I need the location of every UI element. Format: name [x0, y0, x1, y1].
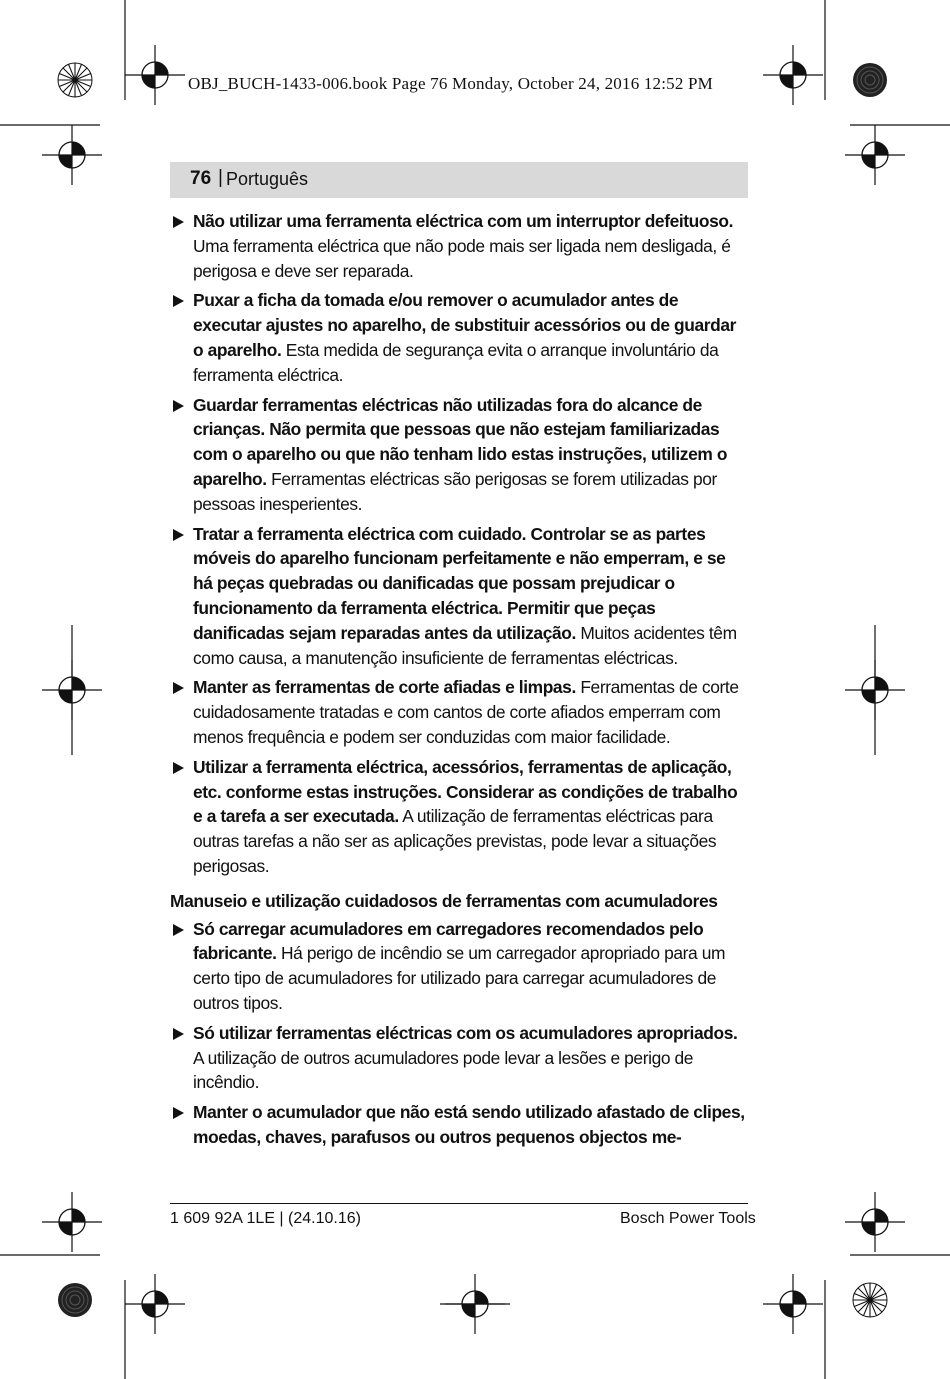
- item-bold-text: Guardar ferramentas eléctricas não utilizadas fora do alcance de crianças. Não permita que pessoas que não estejam familiarizadas com o aparelho ou que não tenham lido estas instruções, utilizem o aparelho.: [193, 394, 728, 489]
- item-text: Ferramentas eléctricas são perigosas se forem utilizadas por pessoas inesperientes.: [193, 468, 717, 514]
- list-item: [170, 917, 748, 1016]
- bullet-triangle-icon: [173, 295, 184, 307]
- page-number: 76: [190, 168, 212, 189]
- list-item: [170, 522, 748, 671]
- bullet-triangle-icon: [173, 924, 184, 936]
- header-language: Português: [226, 169, 309, 189]
- header-separator: |: [218, 167, 223, 188]
- list-item: [170, 209, 748, 283]
- list-item: [170, 393, 748, 517]
- item-text: Ferramentas de corte cuidadosamente tratadas e com cantos de corte afiados emperram com menos frequência e podem ser conduzidas com maior facilidade.: [193, 677, 739, 747]
- item-bold-text: Utilizar a ferramenta eléctrica, acessórios, ferramentas de aplicação, etc. conforme estas instruções. Considerar as condições de trabalho e a tarefa a ser executada.: [193, 756, 738, 827]
- item-text: Uma ferramenta eléctrica que não pode mais ser ligada nem desligada, é perigosa e deve ser reparada.: [193, 235, 731, 281]
- page-content: [170, 209, 748, 1155]
- bullet-triangle-icon: [173, 529, 184, 541]
- footer-brand: Bosch Power Tools: [620, 1210, 756, 1227]
- item-text: A utilização de outros acumuladores pode levar a lesões e perigo de incêndio.: [193, 1047, 694, 1093]
- item-bold-text: Puxar a ficha da tomada e/ou remover o acumulador antes de executar ajustes no aparelho, de substituir acessórios ou de guardar o aparelho.: [193, 290, 737, 360]
- item-bold-text: Tratar a ferramenta eléctrica com cuidado. Controlar se as partes móveis do aparelho funcionam perfeitamente e não emperram, e se há peças quebradas ou danificadas que possam prejudicar o funcionamento da ferramenta eléctrica. Permitir que peças danificadas sejam reparadas antes da utilização.: [193, 523, 726, 643]
- bullet-triangle-icon: [173, 1028, 184, 1040]
- list-item: [170, 1100, 748, 1150]
- item-text: A utilização de ferramentas eléctricas para outras tarefas a não ser as aplicações previstas, pode levar a situações perigosas.: [193, 806, 717, 876]
- bullet-triangle-icon: [173, 762, 184, 774]
- item-bold-text: Só carregar acumuladores em carregadores recomendados pelo fabricante.: [193, 918, 704, 964]
- item-text: Esta medida de segurança evita o arranque involuntário da ferramenta eléctrica.: [193, 339, 719, 385]
- bullet-triangle-icon: [173, 216, 184, 228]
- list-item: [170, 1021, 748, 1095]
- footer-doc-code: 1 609 92A 1LE | (24.10.16): [170, 1210, 361, 1227]
- item-bold-text: Só utilizar ferramentas eléctricas com os acumuladores apropriados.: [193, 1022, 738, 1043]
- list-item: [170, 288, 748, 387]
- page-header: [170, 162, 748, 198]
- bullet-triangle-icon: [173, 682, 184, 694]
- footer-rule: [170, 1203, 748, 1204]
- bullet-triangle-icon: [173, 1107, 184, 1119]
- list-item: [170, 755, 748, 879]
- book-print-info: OBJ_BUCH-1433-006.book Page 76 Monday, October 24, 2016 12:52 PM: [188, 74, 713, 93]
- item-text: Há perigo de incêndio se um carregador apropriado para um certo tipo de acumuladores for utilizado para carregar acumuladores de outros tipos.: [193, 943, 726, 1013]
- bullet-triangle-icon: [173, 400, 184, 412]
- item-text: Muitos acidentes têm como causa, a manutenção insuficiente de ferramentas eléctricas.: [193, 622, 737, 668]
- section-heading: Manuseio e utilização cuidadosos de ferramentas com acumuladores: [170, 890, 718, 911]
- item-bold-text: Manter o acumulador que não está sendo utilizado afastado de clipes, moedas, chaves, parafusos ou outros pequenos objectos me-: [193, 1102, 745, 1147]
- item-bold-text: Não utilizar uma ferramenta eléctrica com um interruptor defeituoso.: [193, 211, 734, 231]
- item-bold-text: Manter as ferramentas de corte afiadas e limpas.: [193, 677, 576, 698]
- list-item: [170, 675, 748, 749]
